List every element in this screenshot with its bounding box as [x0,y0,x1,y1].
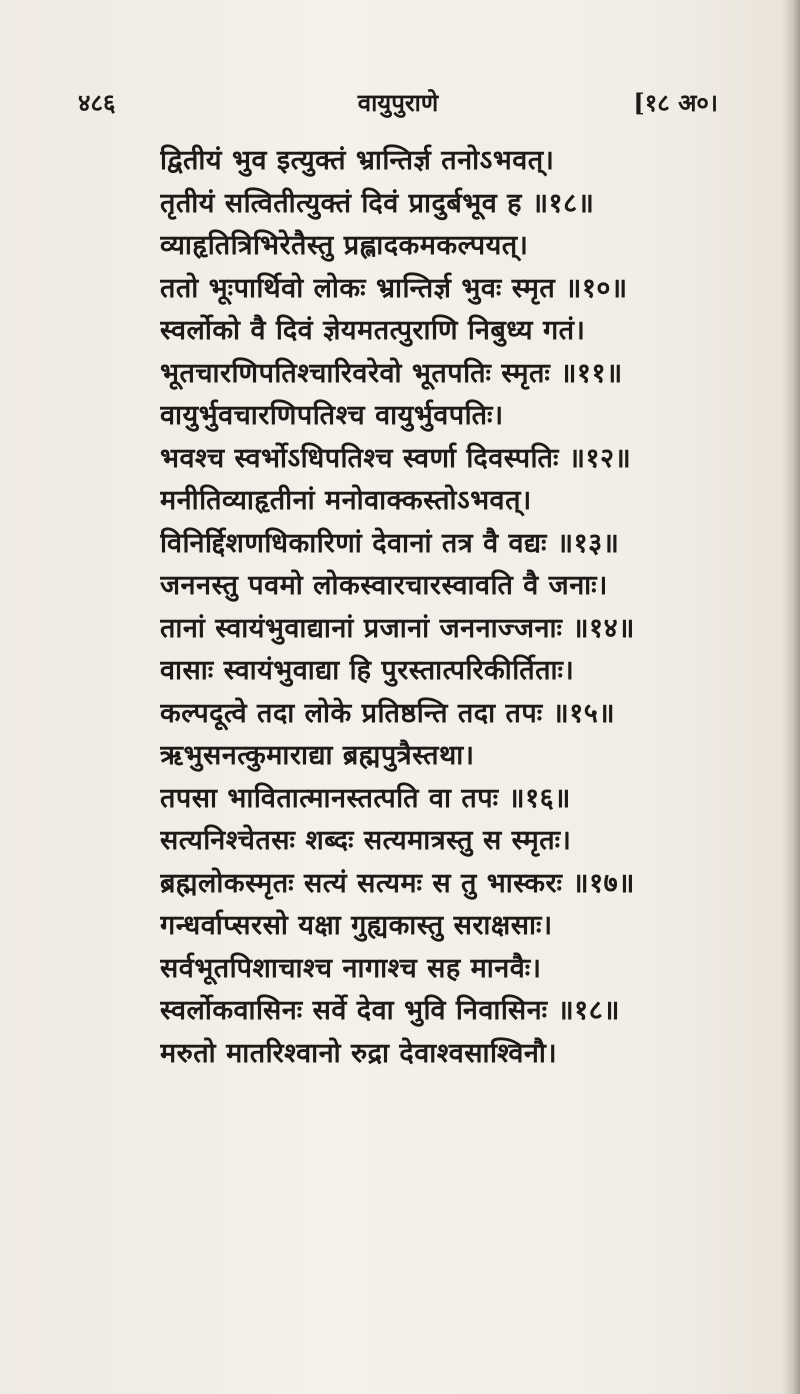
verse-line: विनिर्द्दिशणधिकारिणां देवानां तत्र वै वद्यः ॥१३॥ [160,527,620,559]
chapter-reference: [१८ अ०। [633,88,718,117]
page-number: ४८६ [78,88,116,117]
verse-line: मरुतो मातरिश्वानो रुद्रा देवाश्वसाश्विनौ। [160,1037,558,1069]
verse-line: भूतचारणिपतिश्चारिवरेवो भूतपतिः स्मृतः ॥११॥ [160,357,623,389]
verse-line: सत्यनिश्चेतसः शब्दः सत्यमात्रस्तु स स्मृतः। [160,825,572,856]
verse-line: मनीतिव्याहृतीनां मनोवाक्कस्तोऽभवत्। [160,485,532,516]
verse-line: तपसा भावितात्मानस्तत्पति वा तपः ॥१६॥ [160,782,571,814]
verse-line: तृतीयं सत्वितीत्युक्तं दिवं प्रादुर्बभूव ह ॥१८॥ [160,187,595,219]
verse-line: भवश्च स्वर्भोऽधिपतिश्च स्वर्णा दिवस्पतिः ॥१२॥ [160,442,632,474]
verse-line: कल्पदूत्वे तदा लोके प्रतिष्ठन्ति तदा तपः ॥१५॥ [160,697,615,729]
verse-line: वासाः स्वायंभुवाद्या हि पुरस्तात्परिकीर्तिताः। [160,655,575,686]
verse-line: ततो भूःपार्थिवो लोकः भ्रान्तिर्ज्ञ भुवः स्मृत ॥१०॥ [160,272,628,304]
verse-line: द्वितीयं भुव इत्युक्तं भ्रान्तिर्ज्ञ तनोऽभवत्। [160,145,555,176]
verse-line: ऋभुसनत्कुमाराद्या ब्रह्मपुत्रैस्तथा। [160,740,475,771]
verse-text [160,140,740,1075]
verse-line: ब्रह्मलोकस्मृतः सत्यं सत्यमः स तु भास्करः ॥१७॥ [160,867,635,899]
verse-line: वायुर्भुवचारणिपतिश्च वायुर्भुवपतिः। [160,400,504,431]
verse-line: तानां स्वायंभुवाद्यानां प्रजानां जननाज्जनाः ॥१४॥ [160,612,635,644]
page-header [78,86,718,126]
verse-line: गन्धर्वाप्सरसो यक्षा गुह्यकास्तु सराक्षसाः। [160,910,553,941]
verse-line: स्वर्लोको वै दिवं ज्ञेयमतत्पुराणि निबुध्य गतं। [160,315,586,346]
book-spine-shadow [782,0,800,1394]
verse-line: सर्वभूतपिशाचाश्च नागाश्च सह मानवैः। [160,952,542,984]
running-title: वायुपुराणे [357,88,439,117]
verse-line: जननस्तु पवमो लोकस्वारचारस्वावति वै जनाः। [160,570,608,601]
verse-line: स्वर्लोकवासिनः सर्वे देवा भुवि निवासिनः ॥१८॥ [160,995,620,1026]
verse-line: व्याहृतित्रिभिरेतैस्तु प्रह्लादकमकल्पयत्। [160,230,529,261]
